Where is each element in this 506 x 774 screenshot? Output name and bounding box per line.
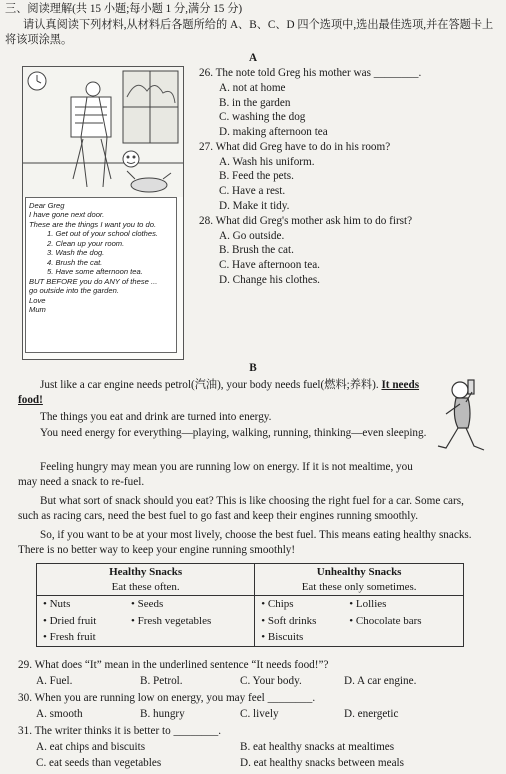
note-task: 2. Clean up your room. — [47, 238, 125, 248]
answer-option: A. Go outside. — [219, 229, 285, 242]
unhealthy-header-cell — [255, 564, 464, 596]
answer-option: D. making afternoon tea — [219, 126, 328, 139]
snack-item: • Seeds — [131, 597, 248, 612]
snack-item: • Nuts — [43, 597, 131, 612]
note-greeting: Dear Greg — [29, 201, 65, 210]
snack-item: • Fresh fruit — [43, 630, 131, 645]
passage-b-paragraph: The things you eat and drink are turned into energy. — [40, 411, 272, 423]
answer-option: C. eat seeds than vegetables — [36, 757, 162, 769]
healthy-subtitle: Eat these often. — [111, 580, 180, 593]
question-stem: 26. The note told Greg his mother was ________. — [199, 67, 422, 79]
room-sketch — [23, 67, 183, 197]
snacks-table — [36, 563, 464, 647]
note-closing: Love — [29, 295, 46, 305]
healthy-title: Healthy Snacks — [109, 566, 183, 578]
answer-option: C. lively — [240, 708, 279, 720]
healthy-list-cell — [37, 596, 255, 647]
answer-option: C. washing the dog — [219, 111, 306, 124]
answer-option: C. Have a rest. — [219, 185, 286, 198]
passage-b-paragraph: You need energy for everything—playing, walking, running, thinking—even sleeping. — [40, 427, 427, 439]
underlined-sentence: It needs food! — [18, 379, 420, 406]
passage-b-paragraph: Feeling hungry may mean you are running low on energy. If it is not mealtime, you may need a snack to re-fuel. — [18, 461, 413, 488]
snack-item: • Soft drinks — [261, 614, 349, 629]
answer-option: D. energetic — [344, 708, 399, 720]
answer-options-row — [36, 740, 496, 755]
note-line: go outside into the garden. — [29, 286, 119, 296]
mum-note — [25, 197, 177, 353]
snack-item: • Chocolate bars — [349, 614, 457, 629]
answer-option: B. eat healthy snacks at mealtimes — [240, 741, 395, 753]
answer-option: A. not at home — [219, 81, 286, 94]
snack-item: • Lollies — [349, 597, 457, 612]
question-26 — [199, 66, 499, 288]
answer-options-row — [36, 707, 496, 722]
question-stem: 31. The writer thinks it is better to ________. — [18, 725, 222, 737]
answer-option: D. Change his clothes. — [219, 273, 320, 286]
passage-b-paragraph-1 — [18, 378, 432, 408]
question-stem: 27. What did Greg have to do in his room? — [199, 140, 391, 153]
snack-item: • Chips — [261, 597, 349, 612]
passage-b-paragraph: So, if you want to be at your most lively, choose the best fuel. This means eating healthy snacks. There is no better way to keep your engine running smoothly! — [18, 529, 472, 556]
answer-option: C. Your body. — [240, 675, 302, 687]
answer-option: C. Have afternoon tea. — [219, 259, 320, 272]
answer-option: A. eat chips and biscuits — [36, 741, 146, 753]
passage-a-illustration — [22, 66, 184, 360]
note-line: I have gone next door. — [29, 210, 105, 220]
passage-b-paragraph: But what sort of snack should you eat? This is like choosing the right fuel for a car. Some cars, such as racing cars, need the best fuel to go fast and keep their engines running smoothly. — [18, 495, 464, 522]
paragraph-text: Just like a car engine needs petrol(汽油), your body needs fuel(燃料;养料). — [40, 379, 382, 391]
runner-drinking-illustration — [430, 376, 496, 466]
note-task: 5. Have some afternoon tea. — [47, 267, 143, 277]
unhealthy-list-cell — [255, 596, 464, 647]
section-header: 三、阅读理解(共 15 小题;每小题 1 分,满分 15 分) — [5, 3, 243, 15]
note-task: 4. Brush the cat. — [47, 257, 103, 267]
answer-option: A. Fuel. — [36, 675, 73, 687]
instructions: 请认真阅读下列材料,从材料后各题所给的 A、B、C、D 四个选项中,选出最佳选项,并在答题卡上将该项涂黑。 — [5, 19, 494, 46]
answer-option: B. Feed the pets. — [219, 170, 294, 183]
note-line: BUT BEFORE you do ANY of these ... — [29, 276, 158, 286]
note-task: 3. Wash the dog. — [47, 248, 105, 258]
note-task: 1. Get out of your school clothes. — [47, 229, 159, 239]
snack-item: • Dried fruit — [43, 614, 131, 629]
answer-option: A. smooth — [36, 708, 83, 720]
unhealthy-subtitle: Eat these only sometimes. — [301, 580, 417, 593]
answer-options-row — [36, 674, 496, 689]
answer-option: D. A car engine. — [344, 675, 417, 687]
answer-option: B. in the garden — [219, 96, 291, 109]
passage-b-label: B — [249, 362, 257, 374]
healthy-header-cell — [37, 564, 255, 596]
question-stem: 28. What did Greg's mother ask him to do first? — [199, 214, 413, 227]
answer-option: B. Brush the cat. — [219, 244, 294, 257]
note-signature: Mum — [29, 305, 46, 315]
note-line: These are the things I want you to do. — [29, 219, 157, 229]
passage-a-label: A — [248, 52, 258, 64]
snack-item: • Fresh vegetables — [131, 614, 248, 629]
answer-option: A. Wash his uniform. — [219, 155, 315, 168]
answer-option: D. Make it tidy. — [219, 200, 290, 213]
answer-option: B. Petrol. — [140, 675, 183, 687]
question-stem: 30. When you are running low on energy, you may feel ________. — [18, 692, 316, 704]
snack-item: • Biscuits — [261, 630, 349, 645]
question-stem: 29. What does “It” mean in the underlined sentence “It needs food!”? — [18, 659, 329, 671]
answer-options-row — [36, 756, 496, 771]
answer-option: D. eat healthy snacks between meals — [240, 757, 405, 769]
unhealthy-title: Unhealthy Snacks — [316, 566, 402, 578]
answer-option: B. hungry — [140, 708, 185, 720]
